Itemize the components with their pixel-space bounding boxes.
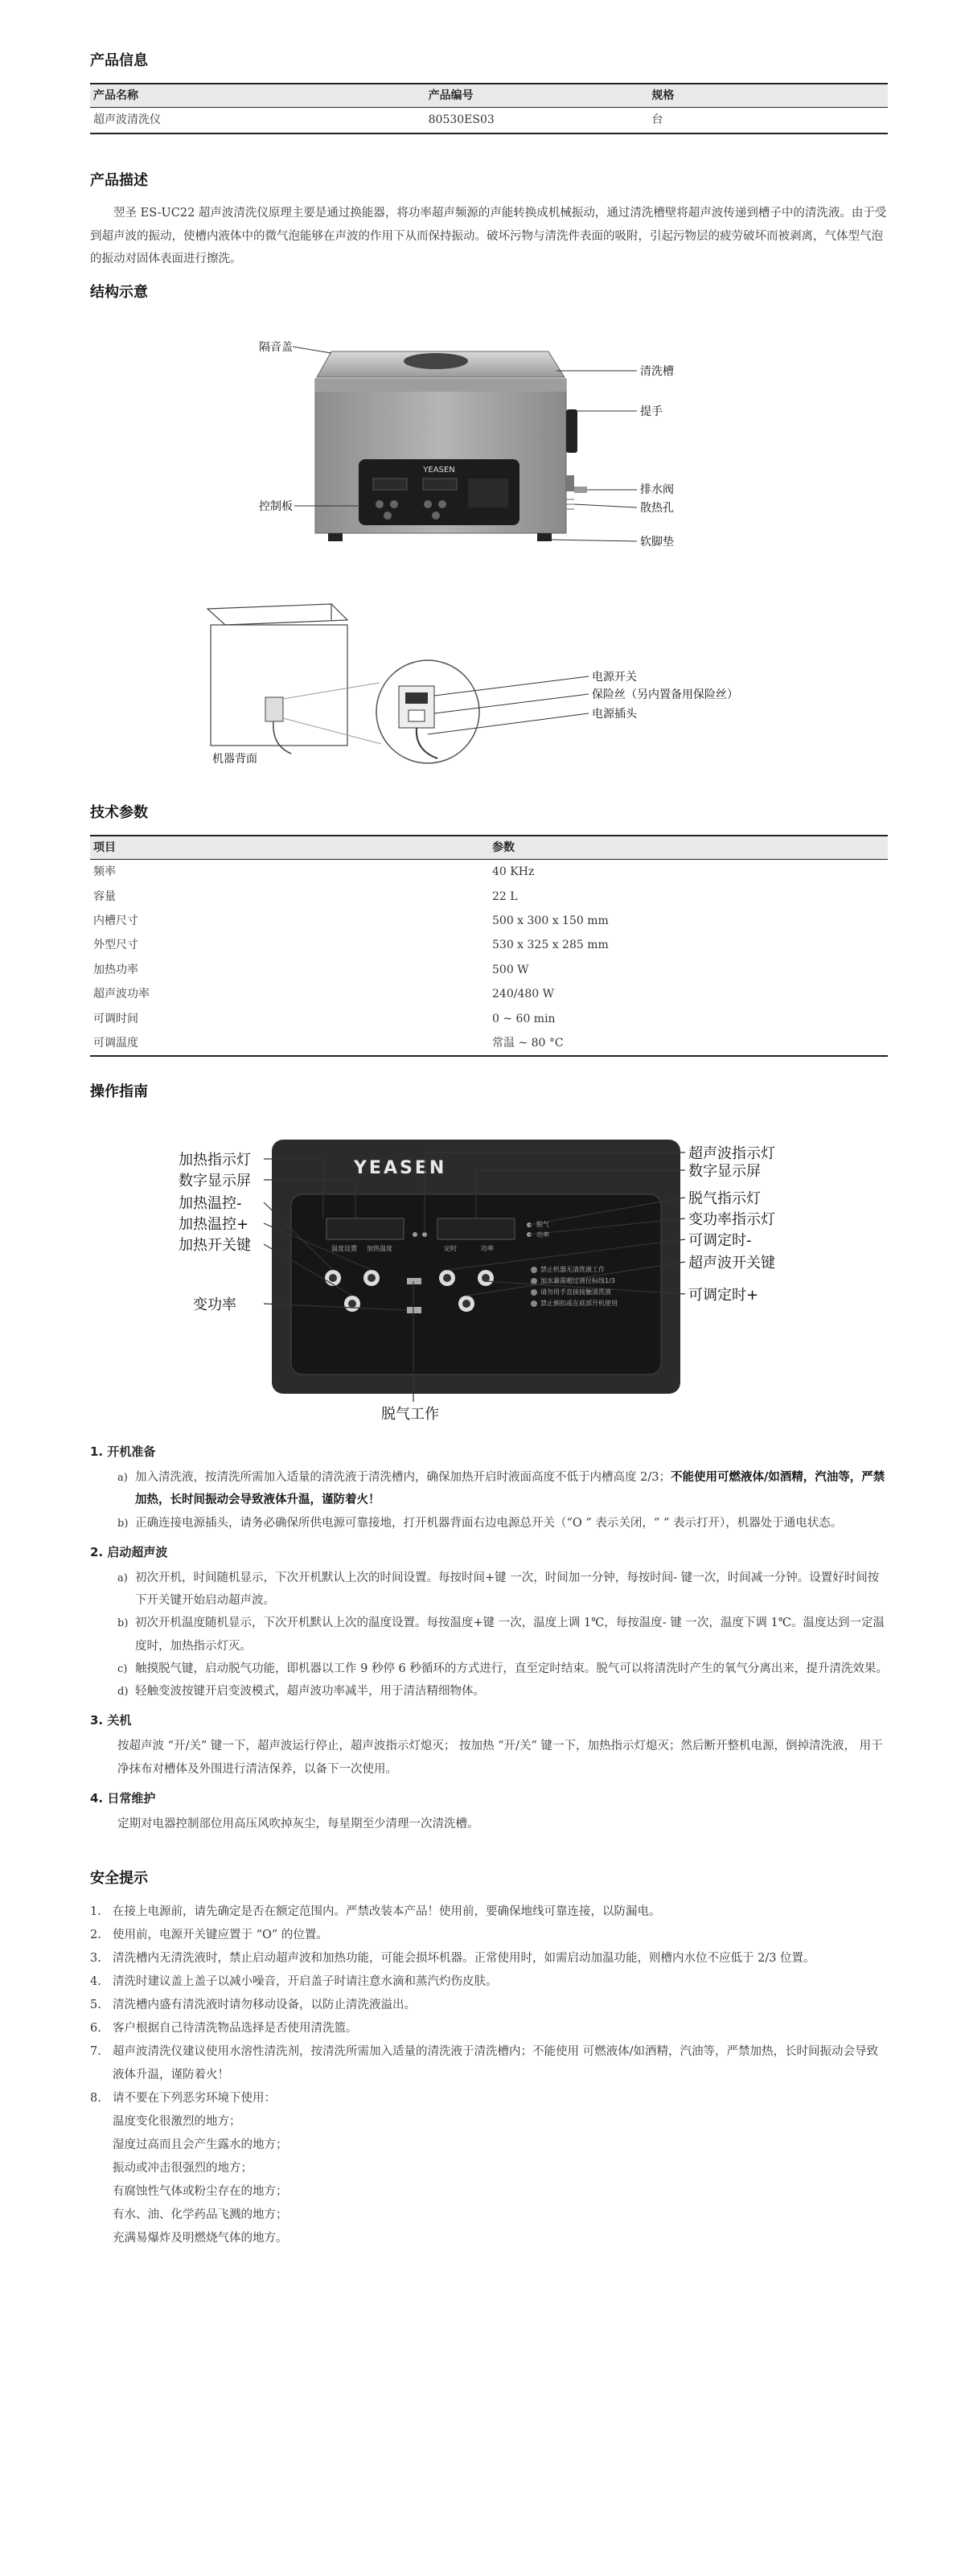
table-row bbox=[90, 860, 888, 885]
label-left-display: 数字显示屏 bbox=[179, 1173, 251, 1190]
table-cell: 台 bbox=[648, 108, 888, 134]
guide-section bbox=[90, 1081, 888, 1835]
column-header: 产品名称 bbox=[90, 84, 425, 108]
table-cell: 80530ES03 bbox=[425, 108, 649, 134]
label-degas-work: 脱气工作 bbox=[381, 1406, 439, 1424]
item-number: 5. bbox=[90, 1999, 101, 2012]
table-row bbox=[90, 1031, 888, 1056]
label-temp-plus: 加热温控+ bbox=[179, 1216, 249, 1234]
panel-warning: 加水量需超过液位标线1/3 bbox=[540, 1277, 615, 1285]
item-text: 在接上电源前，请先确定是否在额定范围内。严禁改装本产品！使用前，要确保地线可靠连接，以防漏电。 bbox=[113, 1905, 661, 1919]
table-row bbox=[90, 909, 888, 933]
safety-item bbox=[90, 2087, 888, 2110]
panel-warning: 禁止倒扣或在底部开机使用 bbox=[540, 1300, 618, 1308]
table-cell: 常温 ~ 80 °C bbox=[489, 1031, 888, 1056]
label-ultrasonic-switch: 超声波开关键 bbox=[688, 1255, 775, 1272]
safety-item bbox=[90, 1970, 888, 1994]
table-cell: 内槽尺寸 bbox=[93, 914, 138, 927]
table-cell: 可调时间 bbox=[93, 1012, 138, 1025]
step-item bbox=[90, 1612, 888, 1658]
table-cell: 500 x 300 x 150 mm bbox=[492, 914, 609, 927]
table-cell: 22 L bbox=[492, 889, 518, 903]
operation-steps bbox=[90, 1442, 888, 1835]
table-cell: 超声波清洗仪 bbox=[90, 108, 425, 134]
safety-sub-list bbox=[90, 2110, 888, 2250]
control-panel-figure bbox=[90, 1120, 888, 1434]
item-marker: c) bbox=[117, 1662, 128, 1675]
item-text: 清洗槽内盛有清洗液时请勿移动设备，以防止清洗液溢出。 bbox=[113, 1999, 416, 2012]
specs-table-body bbox=[90, 860, 888, 1057]
table-cell: 40 KHz bbox=[492, 865, 535, 879]
step-title: 3. 关机 bbox=[90, 1713, 132, 1728]
label-machine-back: 机器背面 bbox=[212, 752, 257, 766]
table-cell: 0 ~ 60 min bbox=[492, 1012, 556, 1025]
item-marker: b) bbox=[117, 1617, 129, 1630]
table-row bbox=[90, 958, 888, 982]
label-feet: 软脚垫 bbox=[640, 535, 674, 548]
item-warning-text: 不能使用可燃液体/如酒精，汽油等，严禁加热，长时间振动会导致液体升温，谨防着火！ bbox=[135, 1470, 885, 1507]
panel-caption: 定时 bbox=[444, 1245, 457, 1253]
product-info-section bbox=[90, 50, 888, 134]
label-heat-indicator: 加热指示灯 bbox=[179, 1152, 251, 1169]
item-number: 3. bbox=[90, 1952, 101, 1966]
safety-item bbox=[90, 1924, 888, 1947]
panel-caption: 加热温度 bbox=[367, 1245, 392, 1253]
step-text: 按超声波 “开/关” 键一下，超声波运行停止，超声波指示灯熄灭； 按加热 “开/关” 键一下，加热指示灯熄灭；然后断开整机电源，倒掉清洗液， 用干净抹布对槽体及外围进行清洁保养，以备下一次使用。 bbox=[117, 1740, 883, 1776]
column-header: 规格 bbox=[648, 84, 888, 108]
item-marker: a) bbox=[117, 1571, 128, 1584]
label-heat-switch: 加热开关键 bbox=[179, 1237, 251, 1255]
safety-sub-item: 振动或冲击很强烈的地方； bbox=[113, 2162, 253, 2175]
section-title-safety: 安全提示 bbox=[90, 1870, 148, 1888]
safety-sub-item: 湿度过高而且会产生露水的地方； bbox=[113, 2138, 288, 2152]
item-text: 初次开机，时间随机显示，下次开机默认上次的时间设置。每按时间+键 一次，时间加一分钟，每按时间- 键一次，时间减一分钟。设置好时间按下开关键开始启动超声波。 bbox=[135, 1571, 880, 1608]
item-marker: a) bbox=[117, 1472, 128, 1485]
panel-warning: 禁止机器无清洗液工作 bbox=[540, 1266, 605, 1274]
label-power-indicator: 变功率指示灯 bbox=[688, 1211, 775, 1229]
section-title-structure: 结构示意 bbox=[90, 284, 148, 302]
safety-section bbox=[90, 1867, 888, 2250]
label-timer-minus: 可调定时- bbox=[688, 1232, 752, 1250]
step-title: 1. 开机准备 bbox=[90, 1444, 156, 1460]
item-text: 轻触变波按键开启变波模式，超声波功率减半，用于清洁精细物体。 bbox=[135, 1685, 485, 1699]
item-text: 正确连接电源插头，请务必确保所供电源可靠接地，打开机器背面右边电源总开关（“O ” 表示关闭，“ ” 表示打开），机器处于通电状态。 bbox=[135, 1516, 843, 1530]
item-number: 6. bbox=[90, 2022, 101, 2036]
panel-caption: 脱气 bbox=[536, 1221, 549, 1229]
specs-section bbox=[90, 802, 888, 1057]
safety-sub-item: 有腐蚀性气体或粉尘存在的地方； bbox=[113, 2185, 288, 2199]
column-header: 产品编号 bbox=[425, 84, 649, 108]
description-section bbox=[90, 170, 888, 271]
table-cell: 可调温度 bbox=[90, 1031, 489, 1056]
label-right-display: 数字显示屏 bbox=[688, 1163, 761, 1181]
item-number: 4. bbox=[90, 1975, 101, 1989]
section-title-specs: 技术参数 bbox=[90, 803, 148, 821]
safety-item bbox=[90, 1994, 888, 2017]
product-info-table bbox=[90, 83, 888, 134]
item-text: 初次开机温度随机显示，下次开机默认上次的温度设置。每按温度+键 一次，温度上调 1℃，每按温度- 键 一次，温度下调 1℃。温度达到一定温度时，加热指示灯灭。 bbox=[135, 1617, 885, 1653]
machine-front-figure bbox=[90, 314, 888, 580]
label-lid: 隔音盖 bbox=[259, 340, 293, 354]
item-text: 清洗时建议盖上盖子以减小噪音，开启盖子时请注意水滴和蒸汽灼伤皮肤。 bbox=[113, 1975, 498, 1989]
machine-back-figure bbox=[90, 593, 888, 778]
machine-front-illustration bbox=[90, 314, 888, 580]
column-header: 项目 bbox=[90, 836, 489, 860]
item-text: 请不要在下列恶劣环境下使用： bbox=[113, 2092, 276, 2106]
panel-caption: 温度设置 bbox=[331, 1245, 357, 1253]
item-text: 加入清洗液，按清洗所需加入适量的清洗液于清洗槽内，确保加热开启时液面高度不低于内槽高度 2/3； bbox=[135, 1471, 671, 1485]
item-marker: d) bbox=[117, 1686, 129, 1699]
table-cell: 240/480 W bbox=[492, 988, 554, 1001]
safety-item bbox=[90, 2040, 888, 2087]
safety-item bbox=[90, 1900, 888, 1924]
description-text: 翌圣 ES-UC22 超声波清洗仪原理主要是通过换能器，将功率超声频源的声能转换成机械振动，通过清洗槽壁将超声波传递到槽子中的清洗液。由于受到超声波的振动，使槽内液体中的微气泡能够在声波的作用下从而保持振动。破坏污物与清洗件表面的吸附，引起污物层的疲劳破坏而被剥离，气体型气泡的振动对固体表面进行擦洗。 bbox=[90, 207, 887, 265]
safety-item bbox=[90, 1947, 888, 1970]
panel-warning: 请勿用手直接接触清洗液 bbox=[540, 1288, 611, 1296]
label-temp-minus: 加热温控- bbox=[179, 1195, 242, 1213]
table-cell: 超声波功率 bbox=[93, 988, 150, 1001]
safety-sub-item: 温度变化很激烈的地方； bbox=[113, 2115, 241, 2129]
safety-item bbox=[90, 2017, 888, 2040]
label-ultrasonic-indicator: 超声波指示灯 bbox=[688, 1145, 775, 1163]
table-cell: 频率 bbox=[93, 865, 116, 879]
section-title-description: 产品描述 bbox=[90, 171, 148, 189]
table-row bbox=[90, 933, 888, 957]
table-row bbox=[90, 982, 888, 1006]
machine-back-illustration bbox=[90, 593, 888, 778]
label-tank: 清洗槽 bbox=[640, 364, 674, 378]
step-title: 4. 日常维护 bbox=[90, 1791, 156, 1806]
step-title: 2. 启动超声波 bbox=[90, 1544, 168, 1559]
step-text: 定期对电器控制部位用高压风吹掉灰尘，每星期至少清理一次清洗槽。 bbox=[117, 1818, 479, 1830]
specs-table bbox=[90, 835, 888, 1058]
label-degas-indicator: 脱气指示灯 bbox=[688, 1190, 761, 1208]
label-power-plug: 电源插头 bbox=[592, 707, 637, 721]
item-marker: b) bbox=[117, 1517, 129, 1530]
column-header: 参数 bbox=[489, 836, 888, 860]
step-item bbox=[90, 1466, 888, 1512]
item-number: 8. bbox=[90, 2092, 101, 2106]
item-text: 使用前，电源开关键应置于 “O” 的位置。 bbox=[113, 1929, 328, 1942]
svg-text:YEASEN: YEASEN bbox=[423, 465, 455, 475]
safety-list bbox=[90, 1900, 888, 2110]
label-control-panel: 控制板 bbox=[259, 499, 293, 513]
table-cell: 外型尺寸 bbox=[93, 939, 138, 952]
item-text: 超声波清洗仪建议使用水溶性清洗剂，按清洗所需加入适量的清洗液于清洗槽内；不能使用 可燃液体/如酒精，汽油等，严禁加热，长时间振动会导致液体升温，谨防着火！ bbox=[113, 2045, 878, 2082]
label-handle: 提手 bbox=[640, 405, 663, 418]
item-text: 触摸脱气键，启动脱气功能，即机器以工作 9 秒停 6 秒循环的方式进行，直至定时结束。脱气可以将清洗时产生的氧气分离出来，提升清洗效果。 bbox=[135, 1662, 888, 1675]
label-vent: 散热孔 bbox=[640, 501, 674, 515]
label-drain-valve: 排水阀 bbox=[640, 483, 674, 496]
table-cell: 容量 bbox=[93, 889, 116, 903]
label-power-switch: 电源开关 bbox=[592, 670, 637, 684]
structure-section bbox=[90, 281, 888, 778]
item-text: 清洗槽内无清洗液时，禁止启动超声波和加热功能，可能会损坏机器。正常使用时，如需启动加温功能，则槽内水位不应低于 2/3 位置。 bbox=[113, 1952, 815, 1966]
label-timer-plus: 可调定时+ bbox=[688, 1287, 759, 1304]
step-item bbox=[90, 1512, 888, 1535]
table-row bbox=[90, 108, 888, 134]
item-number: 7. bbox=[90, 2045, 101, 2059]
step-item bbox=[90, 1680, 888, 1703]
label-variable-power: 变功率 bbox=[193, 1296, 236, 1314]
table-row bbox=[90, 885, 888, 909]
item-text: 客户根据自己待清洗物品选择是否使用清洗篮。 bbox=[113, 2022, 358, 2036]
safety-sub-item: 有水、油、化学药品飞溅的地方； bbox=[113, 2208, 288, 2222]
table-cell: 500 W bbox=[492, 963, 529, 976]
section-title-guide: 操作指南 bbox=[90, 1083, 148, 1101]
safety-sub-item: 充满易爆炸及明燃烧气体的地方。 bbox=[113, 2232, 288, 2245]
label-fuse: 保险丝（另内置备用保险丝） bbox=[592, 688, 738, 701]
step-item bbox=[90, 1567, 888, 1613]
table-cell: 加热功率 bbox=[93, 963, 138, 976]
section-title-product-info: 产品信息 bbox=[90, 52, 148, 69]
item-number: 2. bbox=[90, 1929, 101, 1942]
svg-text:YEASEN: YEASEN bbox=[354, 1158, 447, 1179]
item-number: 1. bbox=[90, 1905, 101, 1919]
panel-caption: 功率 bbox=[536, 1231, 549, 1239]
panel-caption: 功率 bbox=[481, 1245, 494, 1253]
table-cell: 530 x 325 x 285 mm bbox=[492, 939, 609, 952]
step-item bbox=[90, 1658, 888, 1680]
table-row bbox=[90, 1007, 888, 1031]
